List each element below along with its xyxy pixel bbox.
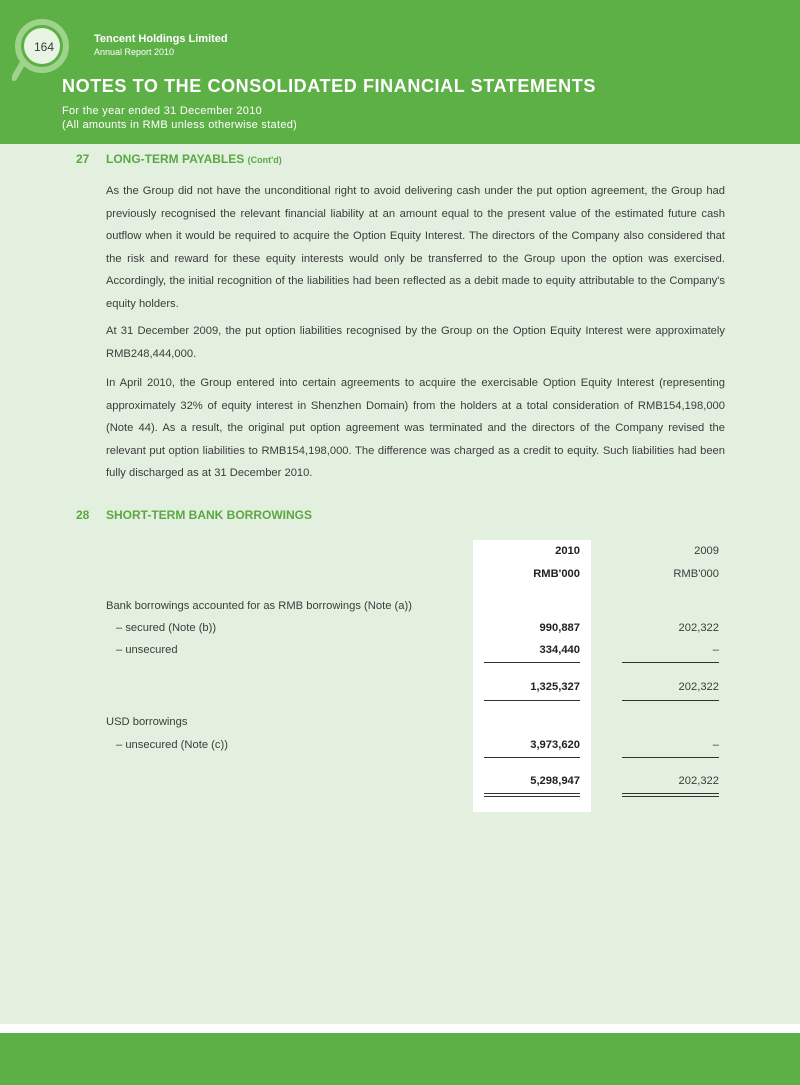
rmb-borrowings-heading: Bank borrowings accounted for as RMB borrowings (Note (a)) — [106, 600, 412, 612]
total-2009-value: 202,322 — [678, 775, 719, 787]
section-27-heading — [76, 152, 282, 166]
secured-2009-value: 202,322 — [678, 622, 719, 634]
continued-label: (Cont'd) — [247, 155, 282, 165]
rmb-subtotal-2010-value: 1,325,327 — [530, 681, 580, 693]
unit-header-2009: RMB'000 — [673, 568, 719, 580]
usd-unsecured-2010-value: 3,973,620 — [530, 739, 580, 751]
paragraph-1: As the Group did not have the unconditional right to avoid delivering cash under the put option agreement, the Group had previously recognised the relevant financial liability at an amount equal to the present value of the estimated future cash outflow when it would be required to acquire the Option Equity Interest. The directors of the Company also considered that the risk and reward for these equity interests would only be transferred to the Group upon the option was exercised. Accordingly, the initial recognition of the liabilities had been reflected as a debit made to equity attributable to the Company's equity holders. — [106, 185, 725, 310]
current-year-column-highlight — [473, 540, 591, 812]
page-title: NOTES TO THE CONSOLIDATED FINANCIAL STATEMENTS — [62, 76, 596, 96]
section-title: SHORT-TERM BANK BORROWINGS — [106, 508, 312, 522]
unit-header-2010: RMB'000 — [533, 568, 580, 580]
subtotal-rule-2010 — [484, 662, 580, 663]
subtotal-rule-2009 — [622, 662, 719, 663]
unsecured-2010-value: 334,440 — [539, 644, 580, 656]
section-title: LONG-TERM PAYABLES — [106, 152, 245, 166]
section-number: 27 — [76, 152, 90, 166]
footer-divider — [0, 1024, 800, 1033]
usd-unsecured-2009-value: – — [712, 739, 719, 751]
total-double-rule-2010-a — [484, 793, 580, 794]
section-28-heading — [76, 508, 312, 522]
paragraph-3: In April 2010, the Group entered into certain agreements to acquire the exercisable Option Equity Interest (representing approximately 32% of equity interest in Shenzhen Domain) from the holders at a total consideration of RMB154,198,000 (Note 44). As a result, the original put option agreement was terminated and the directors of the Company revised the relevant put option liabilities to RMB154,198,000. The difference was charged as a credit to equity. Such liabilities had been fully discharged as at 31 December 2010. — [106, 377, 725, 479]
total-rule-2010 — [484, 757, 580, 758]
usd-unsecured-label: – unsecured (Note (c)) — [116, 739, 228, 751]
unsecured-2009-value: – — [712, 644, 719, 656]
report-name: Annual Report 2010 — [94, 47, 175, 57]
total-2010-value: 5,298,947 — [530, 775, 580, 787]
subtotal-underline-2010 — [484, 700, 580, 701]
secured-label: – secured (Note (b)) — [116, 622, 217, 634]
section-number: 28 — [76, 508, 90, 522]
column-header-2010: 2010 — [555, 545, 580, 557]
rmb-subtotal-2009-value: 202,322 — [678, 681, 719, 693]
total-double-rule-2009-b — [622, 796, 719, 797]
unsecured-label: – unsecured — [116, 644, 178, 656]
page-number: 164 — [33, 40, 55, 54]
usd-borrowings-heading: USD borrowings — [106, 716, 188, 728]
page-subtitle — [62, 104, 297, 132]
subtitle-line-1: For the year ended 31 December 2010 — [62, 105, 263, 117]
subtotal-underline-2009 — [622, 700, 719, 701]
company-name: Tencent Holdings Limited — [94, 33, 228, 45]
page-footer — [0, 1033, 800, 1085]
column-header-2009: 2009 — [694, 545, 719, 557]
secured-2010-value: 990,887 — [539, 622, 580, 634]
paragraph-2: At 31 December 2009, the put option liabilities recognised by the Group on the Option Equity Interest were approximately RMB248,444,000. — [106, 325, 725, 360]
total-double-rule-2010-b — [484, 796, 580, 797]
total-double-rule-2009-a — [622, 793, 719, 794]
total-rule-2009 — [622, 757, 719, 758]
page-header — [0, 0, 800, 144]
subtitle-line-2: (All amounts in RMB unless otherwise stated) — [62, 119, 298, 131]
